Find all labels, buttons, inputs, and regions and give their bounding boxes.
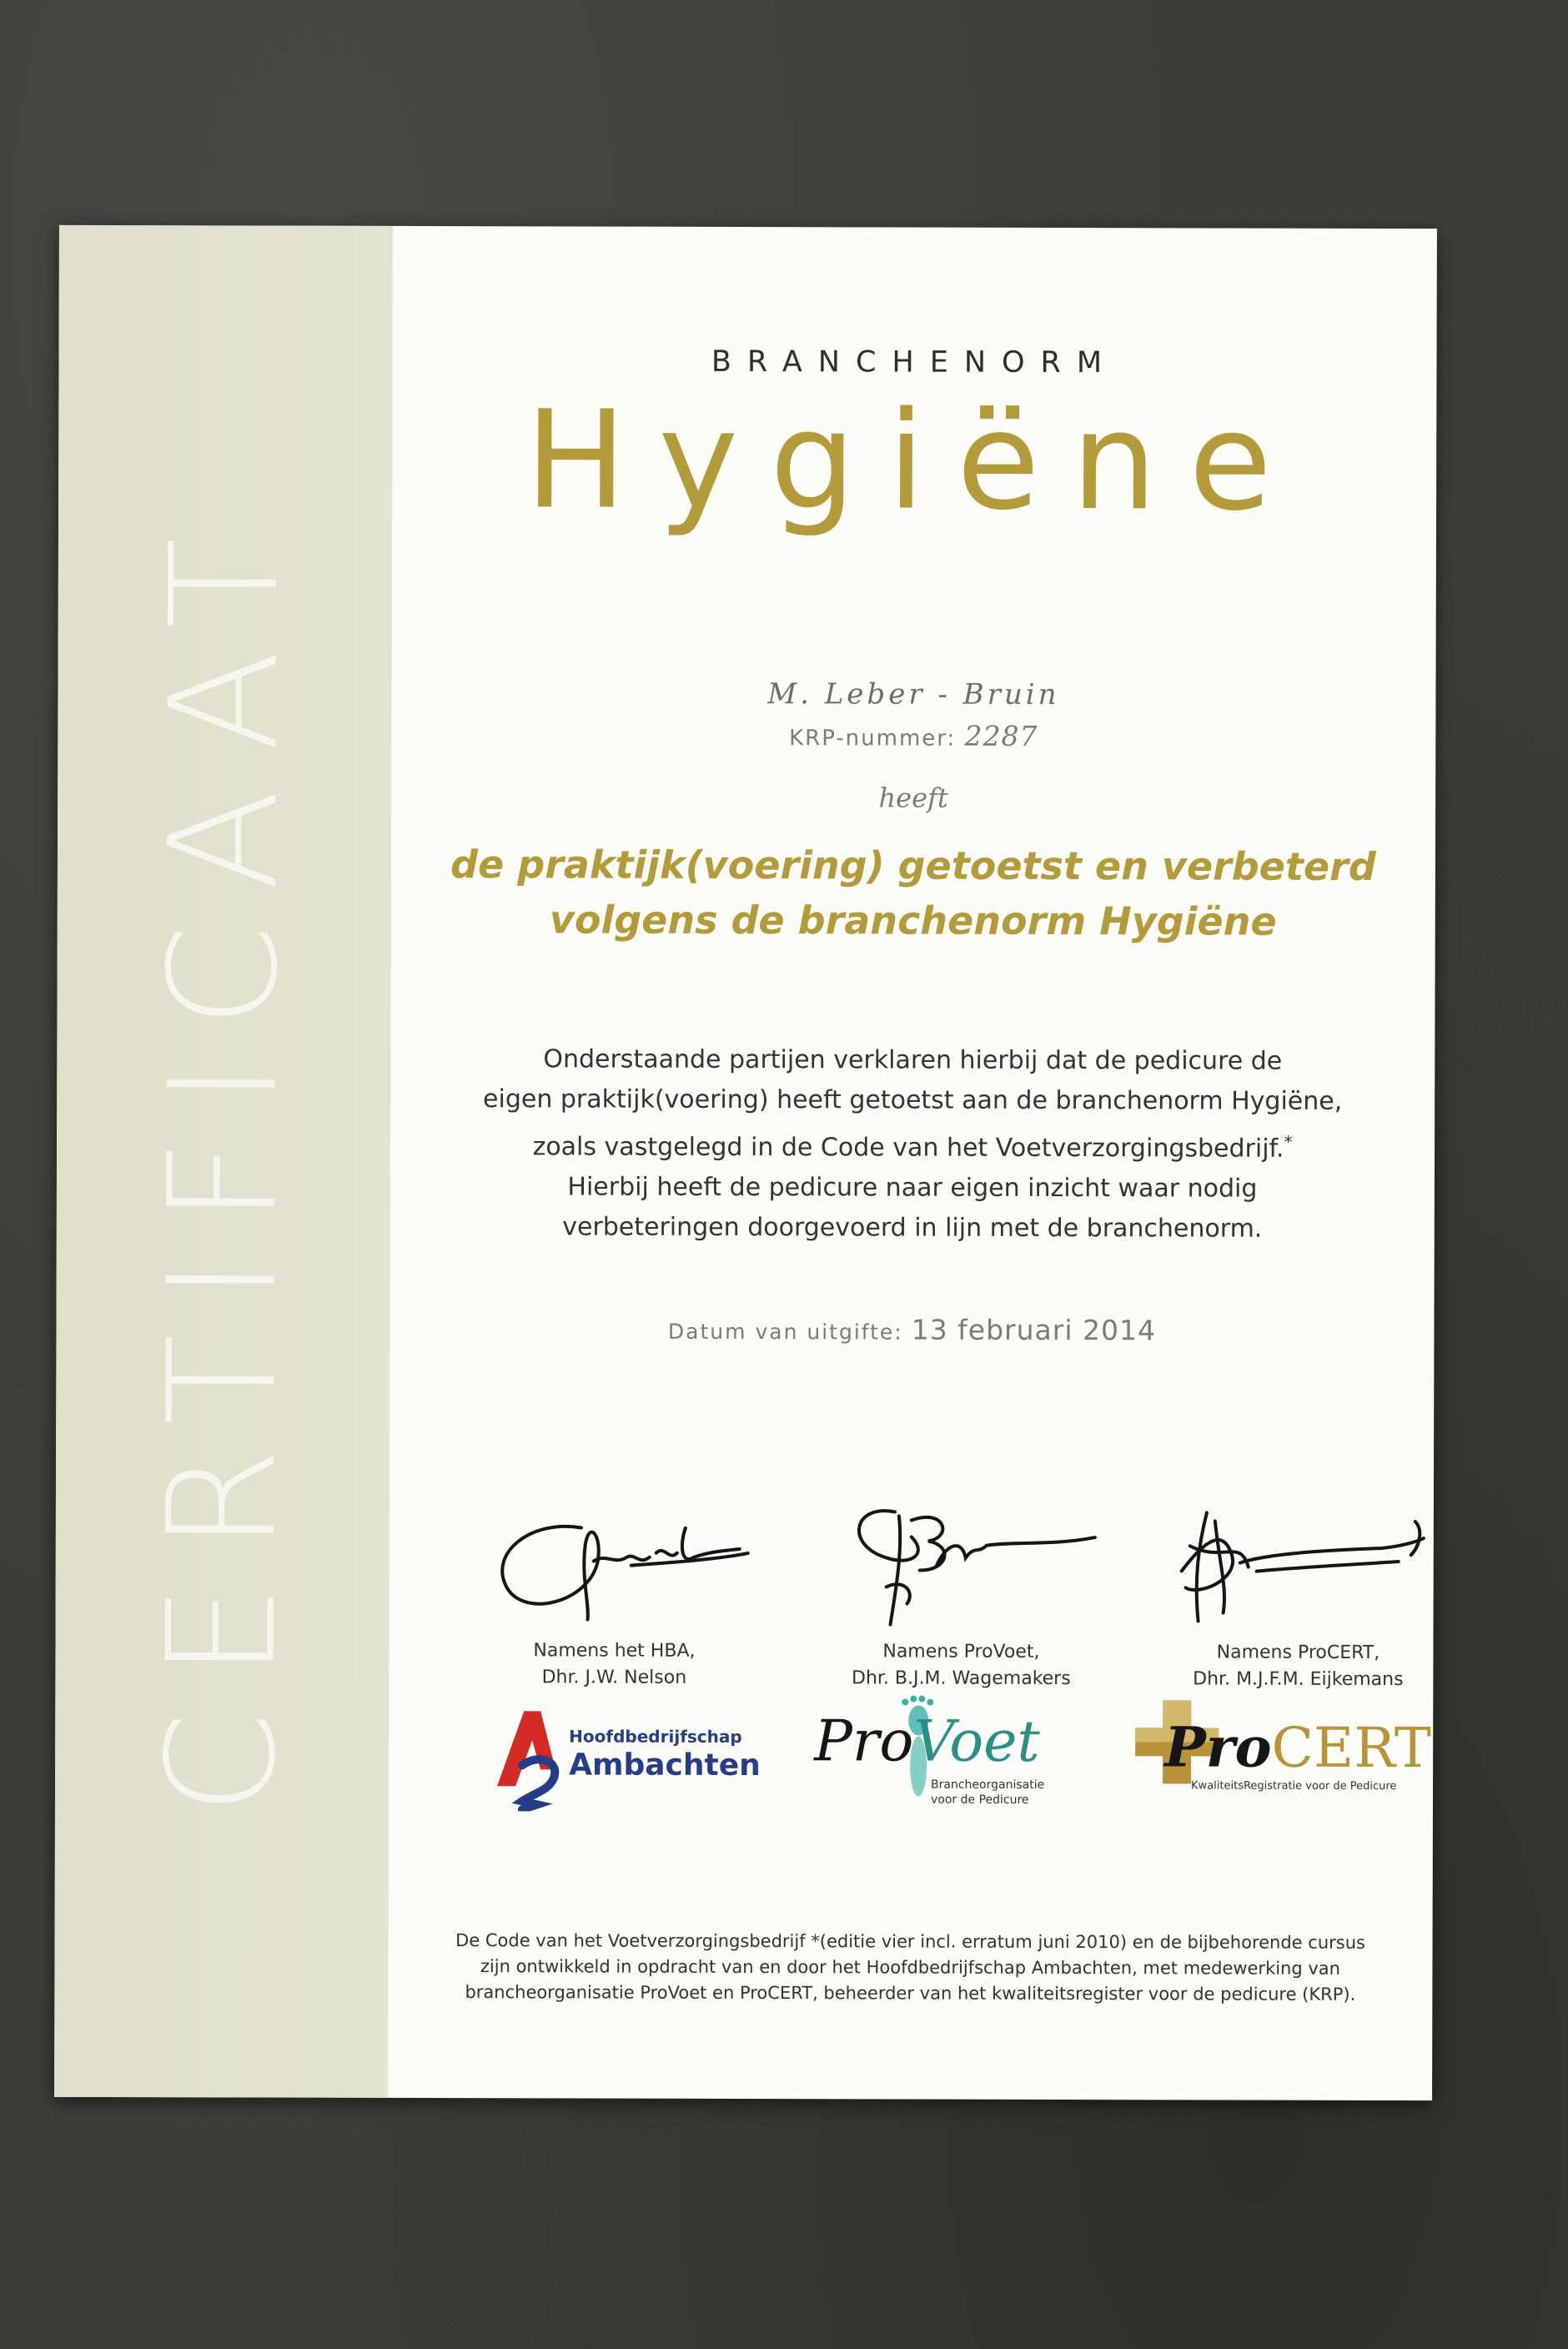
declaration-line: eigen praktijk(voering) heeft getoetst aan de branchenorm Hygiëne, <box>483 1084 1343 1116</box>
signatory-role: Namens het HBA, <box>533 1640 696 1662</box>
signatory-role: Namens ProVoet, <box>882 1641 1040 1662</box>
krp-number: 2287 <box>964 719 1038 752</box>
procert-logo <box>1131 1696 1431 1813</box>
statement <box>391 837 1435 949</box>
signatory-name: Dhr. B.J.M. Wagemakers <box>852 1667 1071 1690</box>
krp-line <box>391 718 1435 753</box>
headline-title: Hygiëne <box>525 382 1304 541</box>
signatory-name: Dhr. J.W. Nelson <box>541 1667 687 1688</box>
krp-label: KRP-nummer: <box>789 726 957 752</box>
statement-line: de praktijk(voering) getoetst en verbeterd <box>450 842 1376 889</box>
footer-line: De Code van het Voetverzorgingsbedrijf *(editie vier incl. erratum juni 2010) en de bijbehorende cursus <box>455 1930 1366 1953</box>
statement-line: volgens de branchenorm Hygiëne <box>549 897 1277 944</box>
issue-label: Datum van uitgifte: <box>667 1319 903 1345</box>
signatory-hba <box>430 1486 798 1692</box>
hba-line2: Ambachten <box>569 1748 761 1783</box>
signatory-role: Namens ProCERT, <box>1216 1642 1380 1663</box>
hba-logo <box>489 1694 764 1812</box>
connector-word: heeft <box>878 782 948 814</box>
footer-line: brancheorganisatie ProVoet en ProCERT, beheerder van het kwaliteitsregister voor de pedicure (KRP). <box>465 1982 1356 2004</box>
side-band <box>54 225 393 2098</box>
signature-image <box>1148 1487 1437 1630</box>
provoet-sub2: voor de Pedicure <box>930 1793 1029 1807</box>
recipient-name: M. Leber - Bruin <box>767 677 1060 712</box>
provoet-logo <box>814 1695 1081 1813</box>
footer-note <box>388 1928 1432 2008</box>
declaration-line: Hierbij heeft de pedicure naar eigen inzicht waar nodig <box>567 1172 1258 1204</box>
certificate-paper <box>54 225 1437 2100</box>
provoet-sub1: Brancheorganisatie <box>931 1778 1045 1792</box>
procert-cert: CERT <box>1271 1715 1431 1781</box>
issue-date: 13 februari 2014 <box>911 1313 1157 1347</box>
declaration-line: Onderstaande partijen verklaren hierbij dat de pedicure de <box>543 1044 1283 1076</box>
signatory-provoet <box>777 1486 1145 1693</box>
certificate-content <box>388 226 1437 2100</box>
provoet-pro: Pro <box>814 1708 914 1775</box>
eyebrow-title: BRANCHENORM <box>711 345 1118 380</box>
provoet-voet: Voet <box>913 1708 1040 1775</box>
declaration-line: zoals vastgelegd in de Code van het Voetverzorgingsbedrijf.* <box>532 1131 1293 1164</box>
issue-date-line <box>389 1312 1434 1347</box>
signature-image <box>812 1486 1112 1629</box>
footnote-mark: * <box>1284 1131 1293 1152</box>
signatory-procert <box>1114 1487 1437 1693</box>
declaration-text <box>390 1039 1435 1250</box>
signature-image <box>465 1486 765 1628</box>
hba-line1: Hoofdbedrijfschap <box>569 1726 742 1747</box>
side-label: CERTIFICAAT <box>134 504 312 1816</box>
declaration-line: verbeteringen doorgevoerd in lijn met de branchenorm. <box>562 1212 1263 1244</box>
hba-mark-icon <box>489 1694 564 1811</box>
footer-line: zijn ontwikkeld in opdracht van en door het Hoofdbedrijfschap Ambachten, met medewerking van <box>480 1956 1341 1979</box>
procert-sub: KwaliteitsRegistratie voor de Pedicure <box>1191 1779 1397 1793</box>
signatory-name: Dhr. M.J.F.M. Eijkemans <box>1193 1668 1404 1691</box>
procert-pro: Pro <box>1164 1714 1272 1780</box>
